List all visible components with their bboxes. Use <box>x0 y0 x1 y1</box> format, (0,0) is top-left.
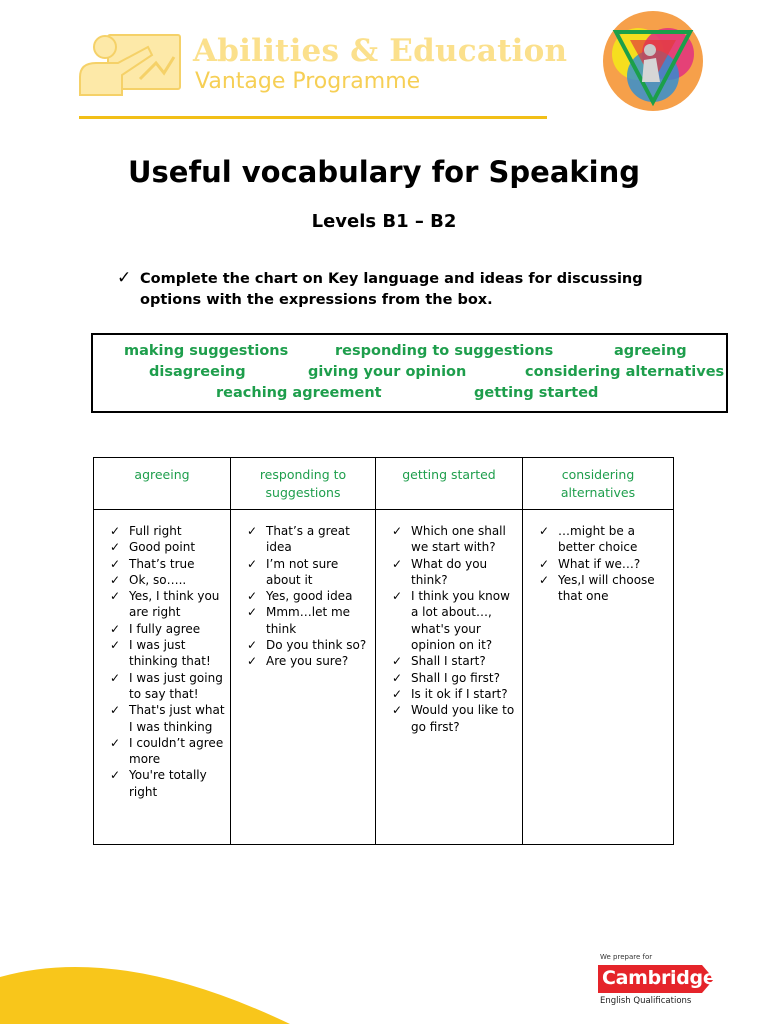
checkmark-icon: ✓ <box>247 524 258 538</box>
checkmark-icon: ✓ <box>110 572 121 587</box>
expression-item <box>386 653 518 669</box>
expression-text: Full right <box>129 524 182 538</box>
expression-item <box>386 670 518 686</box>
checkmark-icon: ✓ <box>392 670 403 685</box>
expression-list <box>104 523 226 800</box>
expression-text: That’s a great idea <box>266 524 350 555</box>
decorative-swoosh <box>0 955 290 1024</box>
expression-text: Shall I start? <box>411 654 486 669</box>
header-divider <box>79 116 547 119</box>
cambridge-logo-text: Cambridge <box>602 967 716 989</box>
expression-text: Ok, so….. <box>129 572 187 587</box>
expression-item <box>104 702 226 735</box>
checkmark-icon: ✓ <box>247 654 258 669</box>
expression-item <box>104 767 226 800</box>
expression-text: That's just what I was thinking <box>129 703 225 734</box>
expression-item <box>241 588 371 604</box>
person-at-board-icon <box>78 33 182 97</box>
expression-item <box>241 556 371 589</box>
expression-item <box>386 588 518 653</box>
checkmark-icon: ✓ <box>392 589 403 604</box>
expression-text: What do you think? <box>411 556 488 587</box>
expression-text: You're totally right <box>129 768 207 799</box>
brand-title: Abilities & Education <box>193 33 568 69</box>
expression-text: I think you know a lot about…, what's your opinion on it? <box>411 589 510 653</box>
checkmark-icon: ✓ <box>539 572 550 587</box>
expression-text: Yes, good idea <box>266 589 353 604</box>
checkmark-icon: ✓ <box>110 524 121 538</box>
brand-subtitle: Vantage Programme <box>195 69 421 94</box>
page-subtitle: Levels B1 – B2 <box>311 211 457 232</box>
expression-item <box>104 670 226 703</box>
word-box-item: responding to suggestions <box>335 343 554 359</box>
expression-item <box>104 621 226 637</box>
expression-item <box>104 539 226 555</box>
checkmark-icon: ✓ <box>539 524 550 538</box>
column-header: agreeing <box>94 458 231 510</box>
table-cell <box>376 510 523 845</box>
expression-text: I was just thinking that! <box>129 638 211 669</box>
checkmark-icon: ✓ <box>110 589 121 604</box>
expression-item <box>104 735 226 768</box>
checkmark-icon: ✓ <box>110 540 121 555</box>
checkmark-icon: ✓ <box>392 556 403 571</box>
word-box-item: reaching agreement <box>216 385 382 401</box>
expression-text: I fully agree <box>129 621 201 636</box>
expression-item <box>104 556 226 572</box>
expression-text: Do you think so? <box>266 638 367 653</box>
word-box-item: considering alternatives <box>525 364 725 380</box>
triangle-emblem-icon <box>598 10 708 112</box>
expression-item <box>241 637 371 653</box>
word-box-item: disagreeing <box>149 364 246 380</box>
table-cell <box>94 510 231 845</box>
expression-item <box>241 653 371 669</box>
expression-text: Is it ok if I start? <box>411 686 508 701</box>
expression-item <box>104 637 226 670</box>
expression-item <box>386 686 518 702</box>
checkmark-icon: ✓ <box>392 686 403 701</box>
expression-item <box>386 556 518 589</box>
checkmark-icon: ✓ <box>110 670 121 685</box>
expression-item <box>533 523 669 556</box>
instruction-text: Complete the chart on Key language and ideas for discussing options with the expressions from the box. <box>140 271 643 308</box>
checkmark-icon: ✓ <box>110 621 121 636</box>
column-header: responding to suggestions <box>231 458 376 510</box>
checkmark-icon: ✓ <box>110 768 121 783</box>
checkmark-icon: ✓ <box>247 605 258 620</box>
expression-text: Mmm…let me think <box>266 605 351 636</box>
expression-text: That’s true <box>129 556 195 571</box>
checkmark-icon: ✓ <box>247 556 258 571</box>
expression-text: Are you sure? <box>266 654 349 669</box>
expression-text: …might be a better choice <box>558 524 638 555</box>
table-row <box>94 510 674 845</box>
checkmark-icon: ✓ <box>110 638 121 653</box>
expression-text: Which one shall we start with? <box>411 524 506 555</box>
expression-list <box>386 523 518 735</box>
checkmark-icon: ✓ <box>110 703 121 718</box>
expression-item <box>241 523 371 556</box>
expression-text: Yes,I will choose that one <box>558 572 655 604</box>
column-header: considering alternatives <box>523 458 674 510</box>
cambridge-tagline: We prepare for <box>600 953 653 961</box>
expression-item <box>104 588 226 621</box>
word-box <box>91 333 728 413</box>
expression-text: I’m not sure about it <box>266 556 339 587</box>
word-box-item: agreeing <box>614 343 687 359</box>
checkmark-icon: ✓ <box>247 589 258 604</box>
column-header: getting started <box>376 458 523 510</box>
table-cell <box>523 510 674 845</box>
expression-text: Good point <box>129 540 196 555</box>
expression-item <box>533 556 669 572</box>
expression-list <box>533 523 669 604</box>
page-title: Useful vocabulary for Speaking <box>127 155 641 189</box>
expression-list <box>241 523 371 670</box>
expression-item <box>386 702 518 735</box>
word-box-item: making suggestions <box>124 343 289 359</box>
expression-text: Shall I go first? <box>411 670 501 685</box>
cambridge-subtitle: English Qualifications <box>600 996 692 1006</box>
table-header-row <box>94 458 674 510</box>
expression-text: I couldn’t agree more <box>129 735 224 767</box>
expression-item <box>386 523 518 556</box>
expression-text: Would you like to go first? <box>411 703 515 734</box>
checkmark-icon: ✓ <box>117 268 132 288</box>
word-box-item: getting started <box>474 385 599 401</box>
expression-item <box>241 604 371 637</box>
checkmark-icon: ✓ <box>110 556 121 571</box>
expression-item <box>104 572 226 588</box>
checkmark-icon: ✓ <box>110 735 121 750</box>
checkmark-icon: ✓ <box>392 703 403 718</box>
checkmark-icon: ✓ <box>392 524 403 538</box>
expression-text: Yes, I think you are right <box>129 589 220 620</box>
table-cell <box>231 510 376 845</box>
expression-item <box>533 572 669 605</box>
word-box-item: giving your opinion <box>308 364 467 380</box>
expression-text: I was just going to say that! <box>129 670 223 701</box>
checkmark-icon: ✓ <box>247 638 258 653</box>
expression-text: What if we…? <box>558 556 641 571</box>
vocabulary-table <box>93 457 674 845</box>
checkmark-icon: ✓ <box>539 556 550 571</box>
checkmark-icon: ✓ <box>392 654 403 669</box>
expression-item <box>104 523 226 539</box>
